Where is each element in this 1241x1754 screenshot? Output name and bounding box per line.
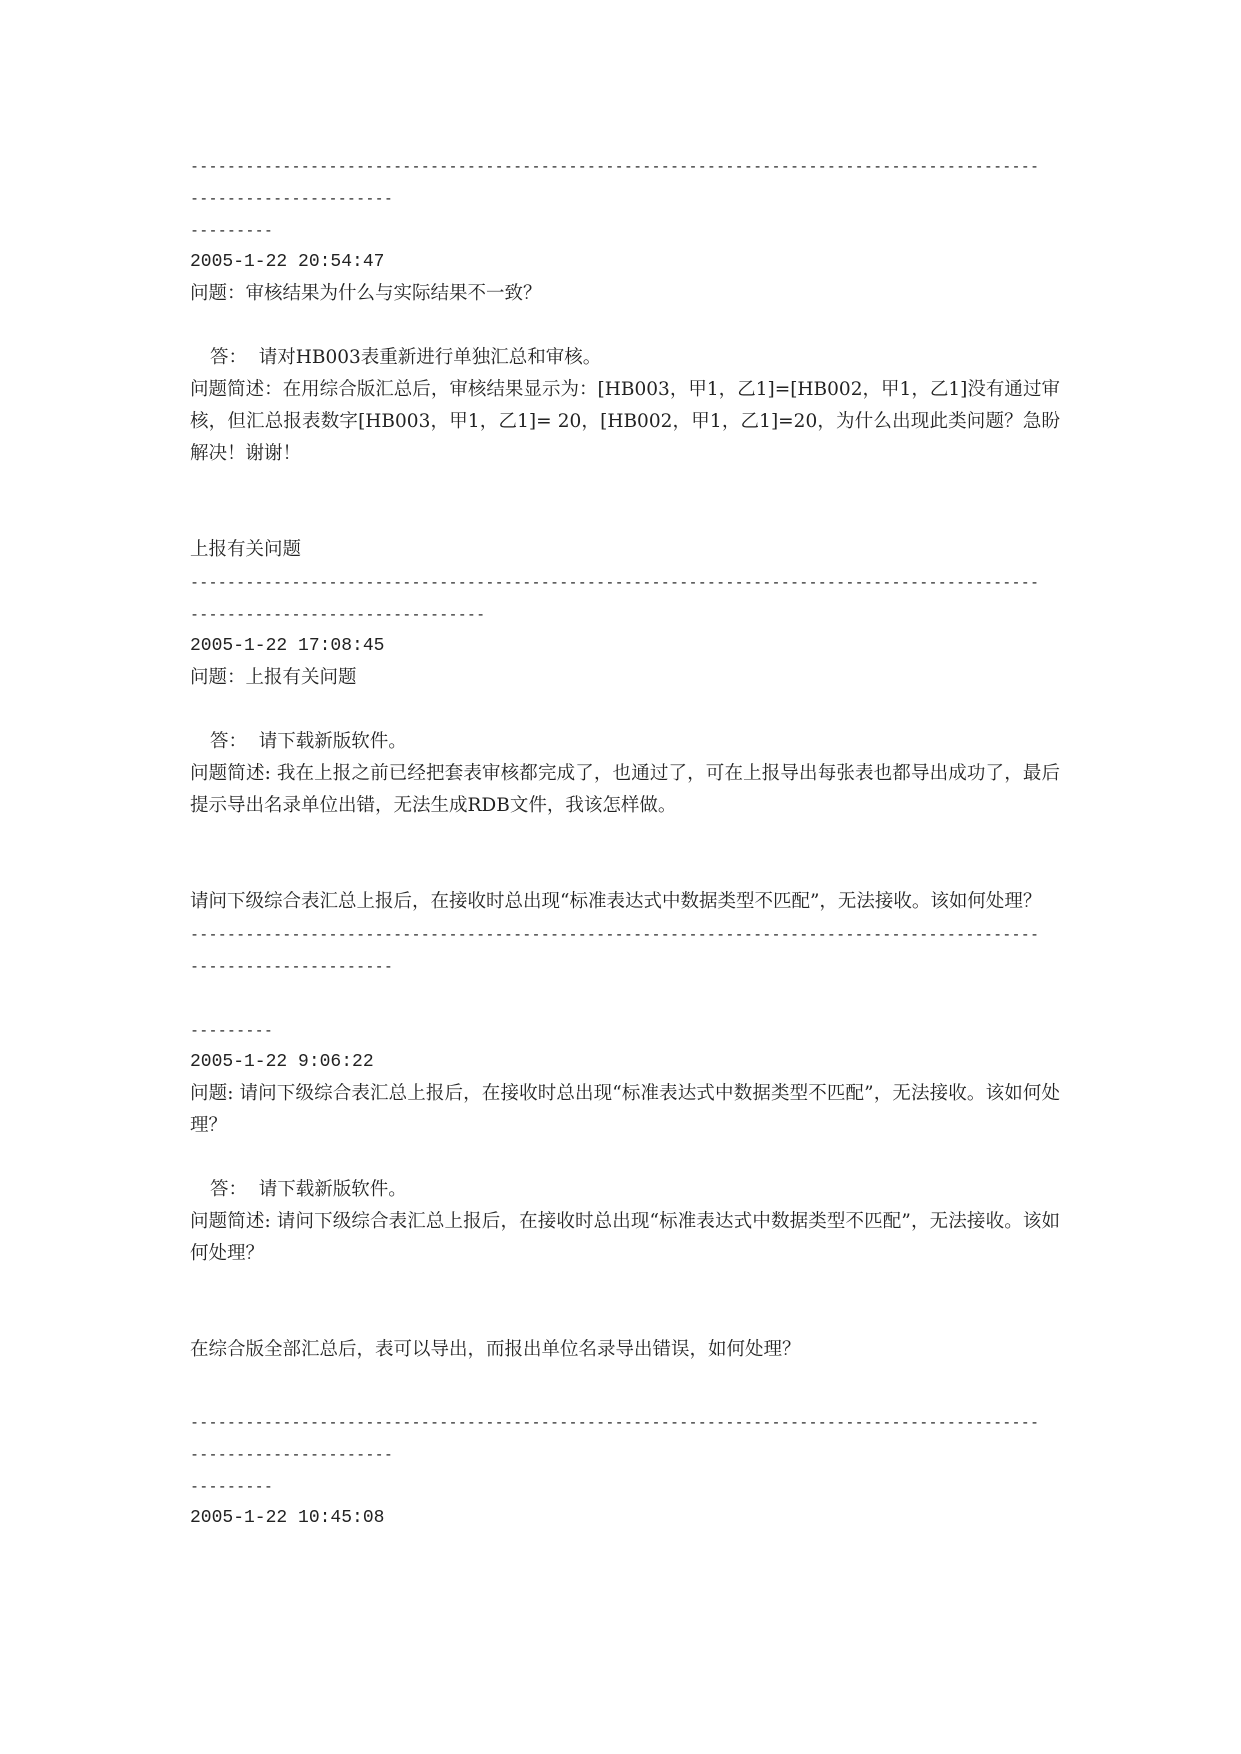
- question-text: 问题：上报有关问题: [190, 667, 357, 688]
- answer-text: 答： 请对HB003表重新进行单独汇总和审核。: [210, 347, 602, 368]
- answer-text: 答： 请下载新版软件。: [210, 731, 407, 752]
- separator-line: ----------------------: [190, 1445, 394, 1463]
- separator-line: --------------------------------------------------------------------------------------------: [190, 1413, 1040, 1431]
- question-text: 问题: 请问下级综合表汇总上报后，在接收时总出现“标准表达式中数据类型不匹配”，无法接收。该如何处理？: [190, 1083, 1060, 1136]
- timestamp: 2005-1-22 10:45:08: [190, 1508, 385, 1528]
- separator-line: ---------: [190, 1021, 274, 1039]
- timestamp: 2005-1-22 20:54:47: [190, 252, 385, 272]
- question-brief: 问题简述: 请问下级综合表汇总上报后，在接收时总出现“标准表达式中数据类型不匹配”，无法接收。该如何处理？: [190, 1211, 1060, 1264]
- section-title: 在综合版全部汇总后，表可以导出，而报出单位名录导出错误，如何处理？: [190, 1339, 801, 1360]
- question-brief: 问题简述: 我在上报之前已经把套表审核都完成了，也通过了，可在上报导出每张表也都导出成功了，最后提示导出名录单位出错，无法生成RDB文件，我该怎样做。: [190, 763, 1060, 816]
- section-title: 上报有关问题: [190, 539, 302, 560]
- separator-line: ---------: [190, 1477, 274, 1495]
- separator-line: --------------------------------------------------------------------------------------------: [190, 157, 1040, 175]
- separator-line: ---------: [190, 221, 274, 239]
- document-page: [190, 150, 1060, 1534]
- question-text: 问题：审核结果为什么与实际结果不一致？: [190, 283, 542, 304]
- separator-line: --------------------------------: [190, 605, 486, 623]
- separator-line: ----------------------: [190, 957, 394, 975]
- separator-line: --------------------------------------------------------------------------------------------: [190, 925, 1040, 943]
- separator-line: --------------------------------------------------------------------------------------------: [190, 573, 1040, 591]
- question-brief: 问题简述：在用综合版汇总后，审核结果显示为：[HB003，甲1，乙1]=[HB002，甲1，乙1]没有通过审核，但汇总报表数字[HB003，甲1，乙1]= 20，[HB002，甲1，乙1]=20，为什么出现此类问题？急盼解决！谢谢！: [190, 379, 1060, 464]
- answer-text: 答： 请下载新版软件。: [210, 1179, 407, 1200]
- timestamp: 2005-1-22 17:08:45: [190, 636, 385, 656]
- timestamp: 2005-1-22 9:06:22: [190, 1052, 374, 1072]
- section-title: 请问下级综合表汇总上报后，在接收时总出现“标准表达式中数据类型不匹配”，无法接收。该如何处理？: [190, 891, 1042, 912]
- separator-line: ----------------------: [190, 189, 394, 207]
